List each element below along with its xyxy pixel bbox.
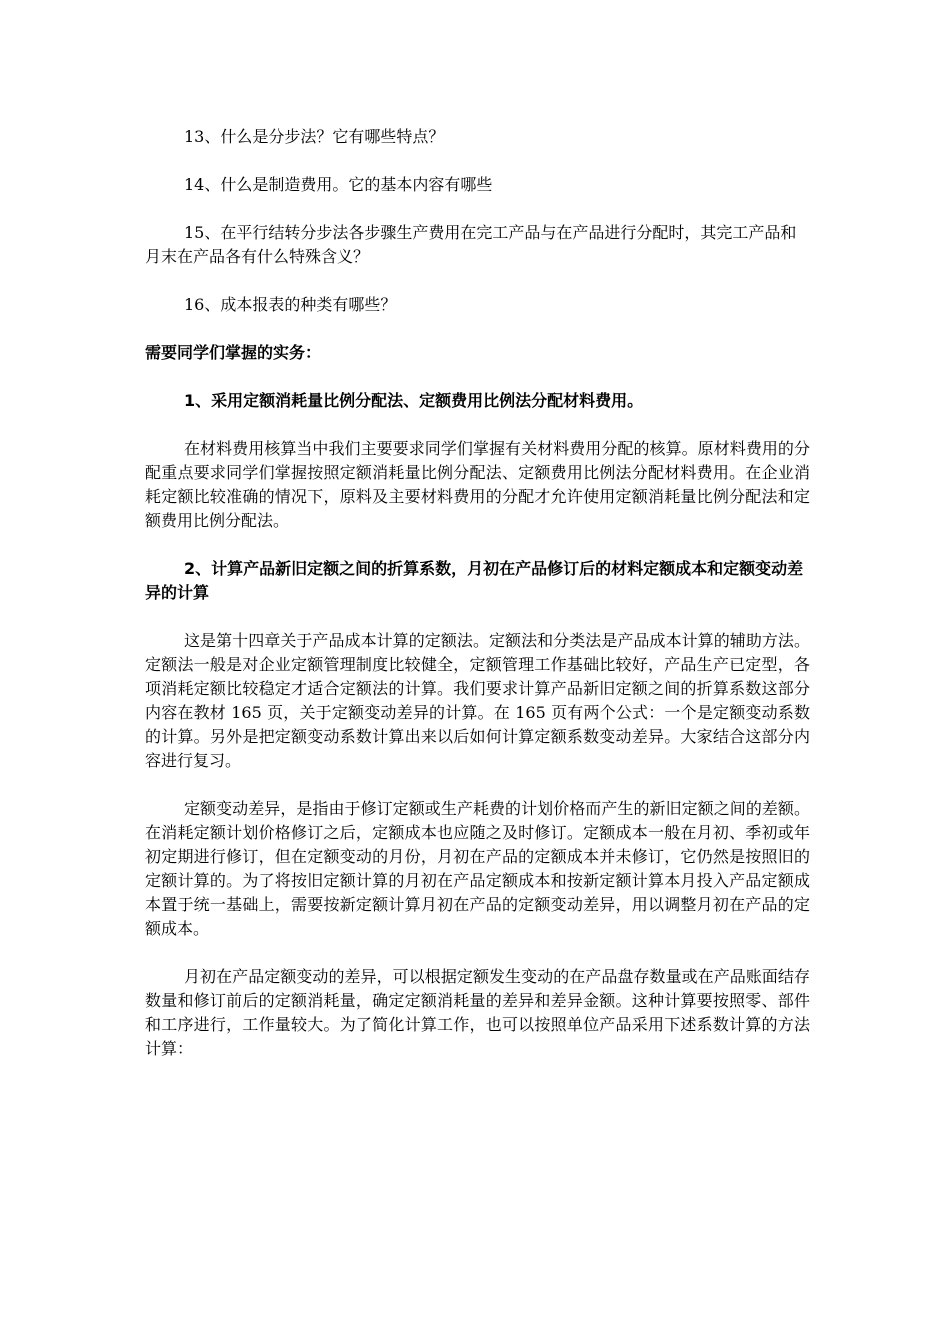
section-2-paragraph-1: 这是第十四章关于产品成本计算的定额法。定额法和分类法是产品成本计算的辅助方法。定额法一般是对企业定额管理制度比较健全，定额管理工作基础比较好，产品生产已定型，各项消耗定额比较稳定才适合定额法的计算。我们要求计算产品新旧定额之间的折算系数这部分内容在教材 165 页，关于定额变动差异的计算。在 165 页有两个公式：一个是定额变动系数的计算。另外是把定额变动系数计算出来以后如何计算定额系数变动差异。大家结合这部分内容进行复习。 [145,631,810,770]
question-15: 15、在平行结转分步法各步骤生产费用在完工产品与在产品进行分配时，其完工产品和月末在产品各有什么特殊含义？ [145,223,797,266]
question-16: 16、成本报表的种类有哪些？ [184,295,397,314]
document-page [145,125,810,1085]
section-2-heading: 2、计算产品新旧定额之间的折算系数，月初在产品修订后的材料定额成本和定额变动差异的计算 [145,559,804,602]
section-1-paragraph: 在材料费用核算当中我们主要要求同学们掌握有关材料费用分配的核算。原材料费用的分配重点要求同学们掌握按照定额消耗量比例分配法、定额费用比例法分配材料费用。在企业消耗定额比较准确的情况下，原料及主要材料费用的分配才允许使用定额消耗量比例分配法和定额费用比例分配法。 [145,439,810,530]
question-14: 14、什么是制造费用。它的基本内容有哪些 [184,175,493,194]
section-1-heading: 1、采用定额消耗量比例分配法、定额费用比例法分配材料费用。 [184,391,644,410]
practice-heading: 需要同学们掌握的实务： [145,343,322,362]
section-2-paragraph-3: 月初在产品定额变动的差异，可以根据定额发生变动的在产品盘存数量或在产品账面结存数量和修订前后的定额消耗量，确定定额消耗量的差异和差异金额。这种计算要按照零、部件和工序进行，工作量较大。为了简化计算工作，也可以按照单位产品采用下述系数计算的方法计算： [145,967,810,1058]
section-2-paragraph-2: 定额变动差异，是指由于修订定额或生产耗费的计划价格而产生的新旧定额之间的差额。在消耗定额计划价格修订之后，定额成本也应随之及时修订。定额成本一般在月初、季初或年初定期进行修订，但在定额变动的月份，月初在产品的定额成本并未修订，它仍然是按照旧的定额计算的。为了将按旧定额计算的月初在产品定额成本和按新定额计算本月投入产品定额成本置于统一基础上，需要按新定额计算月初在产品的定额变动差异，用以调整月初在产品的定额成本。 [145,799,810,938]
question-13: 13、什么是分步法？它有哪些特点？ [184,127,445,146]
